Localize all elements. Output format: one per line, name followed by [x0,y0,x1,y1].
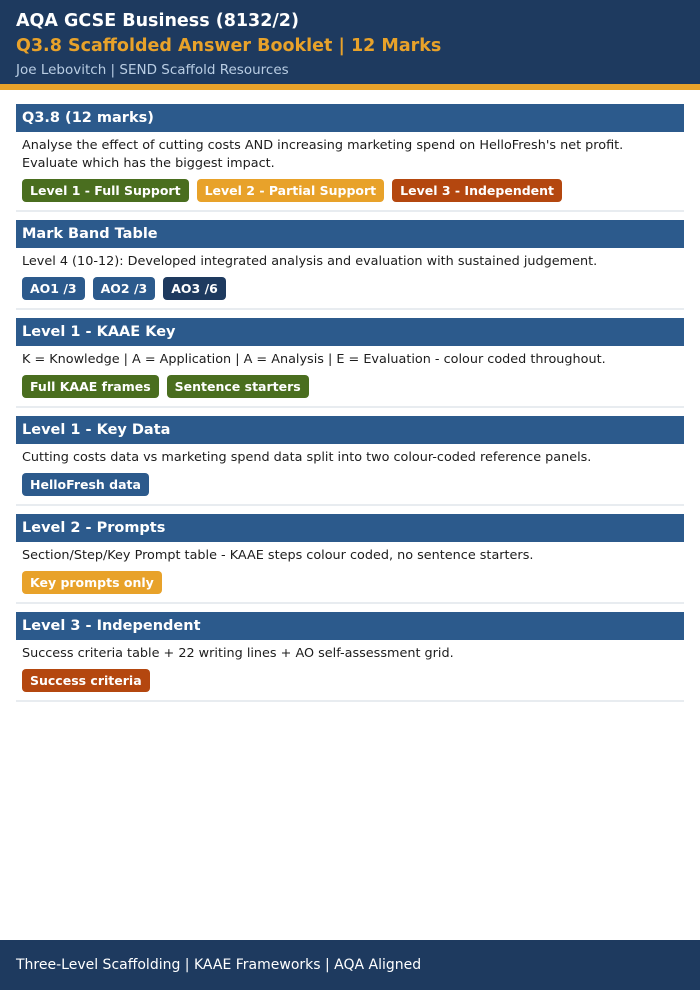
section-title: Level 2 - Prompts [16,514,684,542]
tag-list [16,173,684,202]
section-title: Level 1 - KAAE Key [16,318,684,346]
section-mark-band-table [16,220,684,310]
page-header [0,0,700,90]
tag-list [16,467,684,496]
tag-ao3: AO3 /6 [163,277,226,300]
section-title: Mark Band Table [16,220,684,248]
section-prompts [16,514,684,604]
page-footer: Three-Level Scaffolding | KAAE Frameworks | AQA Aligned [0,940,700,990]
tag-level-1: Level 1 - Full Support [22,179,189,202]
section-description: Cutting costs data vs marketing spend data split into two colour-coded reference panels. [22,450,592,465]
section-question [16,104,684,212]
content-area [0,90,700,702]
section-description: Success criteria table + 22 writing lines + AO self-assessment grid. [22,646,454,661]
author-line: Joe Lebovitch | SEND Scaffold Resources [16,62,289,78]
section-description: Analyse the effect of cutting costs AND increasing marketing spend on HelloFresh's net profit. Evaluate which has the biggest impact. [22,138,624,171]
section-title: Q3.8 (12 marks) [16,104,684,132]
tag-list [16,663,684,692]
section-description: Section/Step/Key Prompt table - KAAE steps colour coded, no sentence starters. [22,548,534,563]
tag-list [16,369,684,398]
tag-level-2: Level 2 - Partial Support [197,179,385,202]
section-kaae-key [16,318,684,408]
tag-sentence-starters: Sentence starters [167,375,309,398]
section-description: K = Knowledge | A = Application | A = Analysis | E = Evaluation - colour coded throughout. [22,352,606,367]
tag-list [16,565,684,594]
section-description: Level 4 (10-12): Developed integrated analysis and evaluation with sustained judgement. [22,254,598,269]
tag-level-3: Level 3 - Independent [392,179,562,202]
page-title: AQA GCSE Business (8132/2) [16,11,299,31]
section-key-data [16,416,684,506]
section-title: Level 1 - Key Data [16,416,684,444]
section-independent [16,612,684,702]
tag-hellofresh-data: HelloFresh data [22,473,149,496]
tag-ao1: AO1 /3 [22,277,85,300]
tag-ao2: AO2 /3 [93,277,156,300]
tag-full-kaae-frames: Full KAAE frames [22,375,159,398]
page-subtitle: Q3.8 Scaffolded Answer Booklet | 12 Marks [16,36,442,56]
tag-success-criteria: Success criteria [22,669,150,692]
tag-list [16,271,684,300]
section-title: Level 3 - Independent [16,612,684,640]
tag-key-prompts-only: Key prompts only [22,571,162,594]
